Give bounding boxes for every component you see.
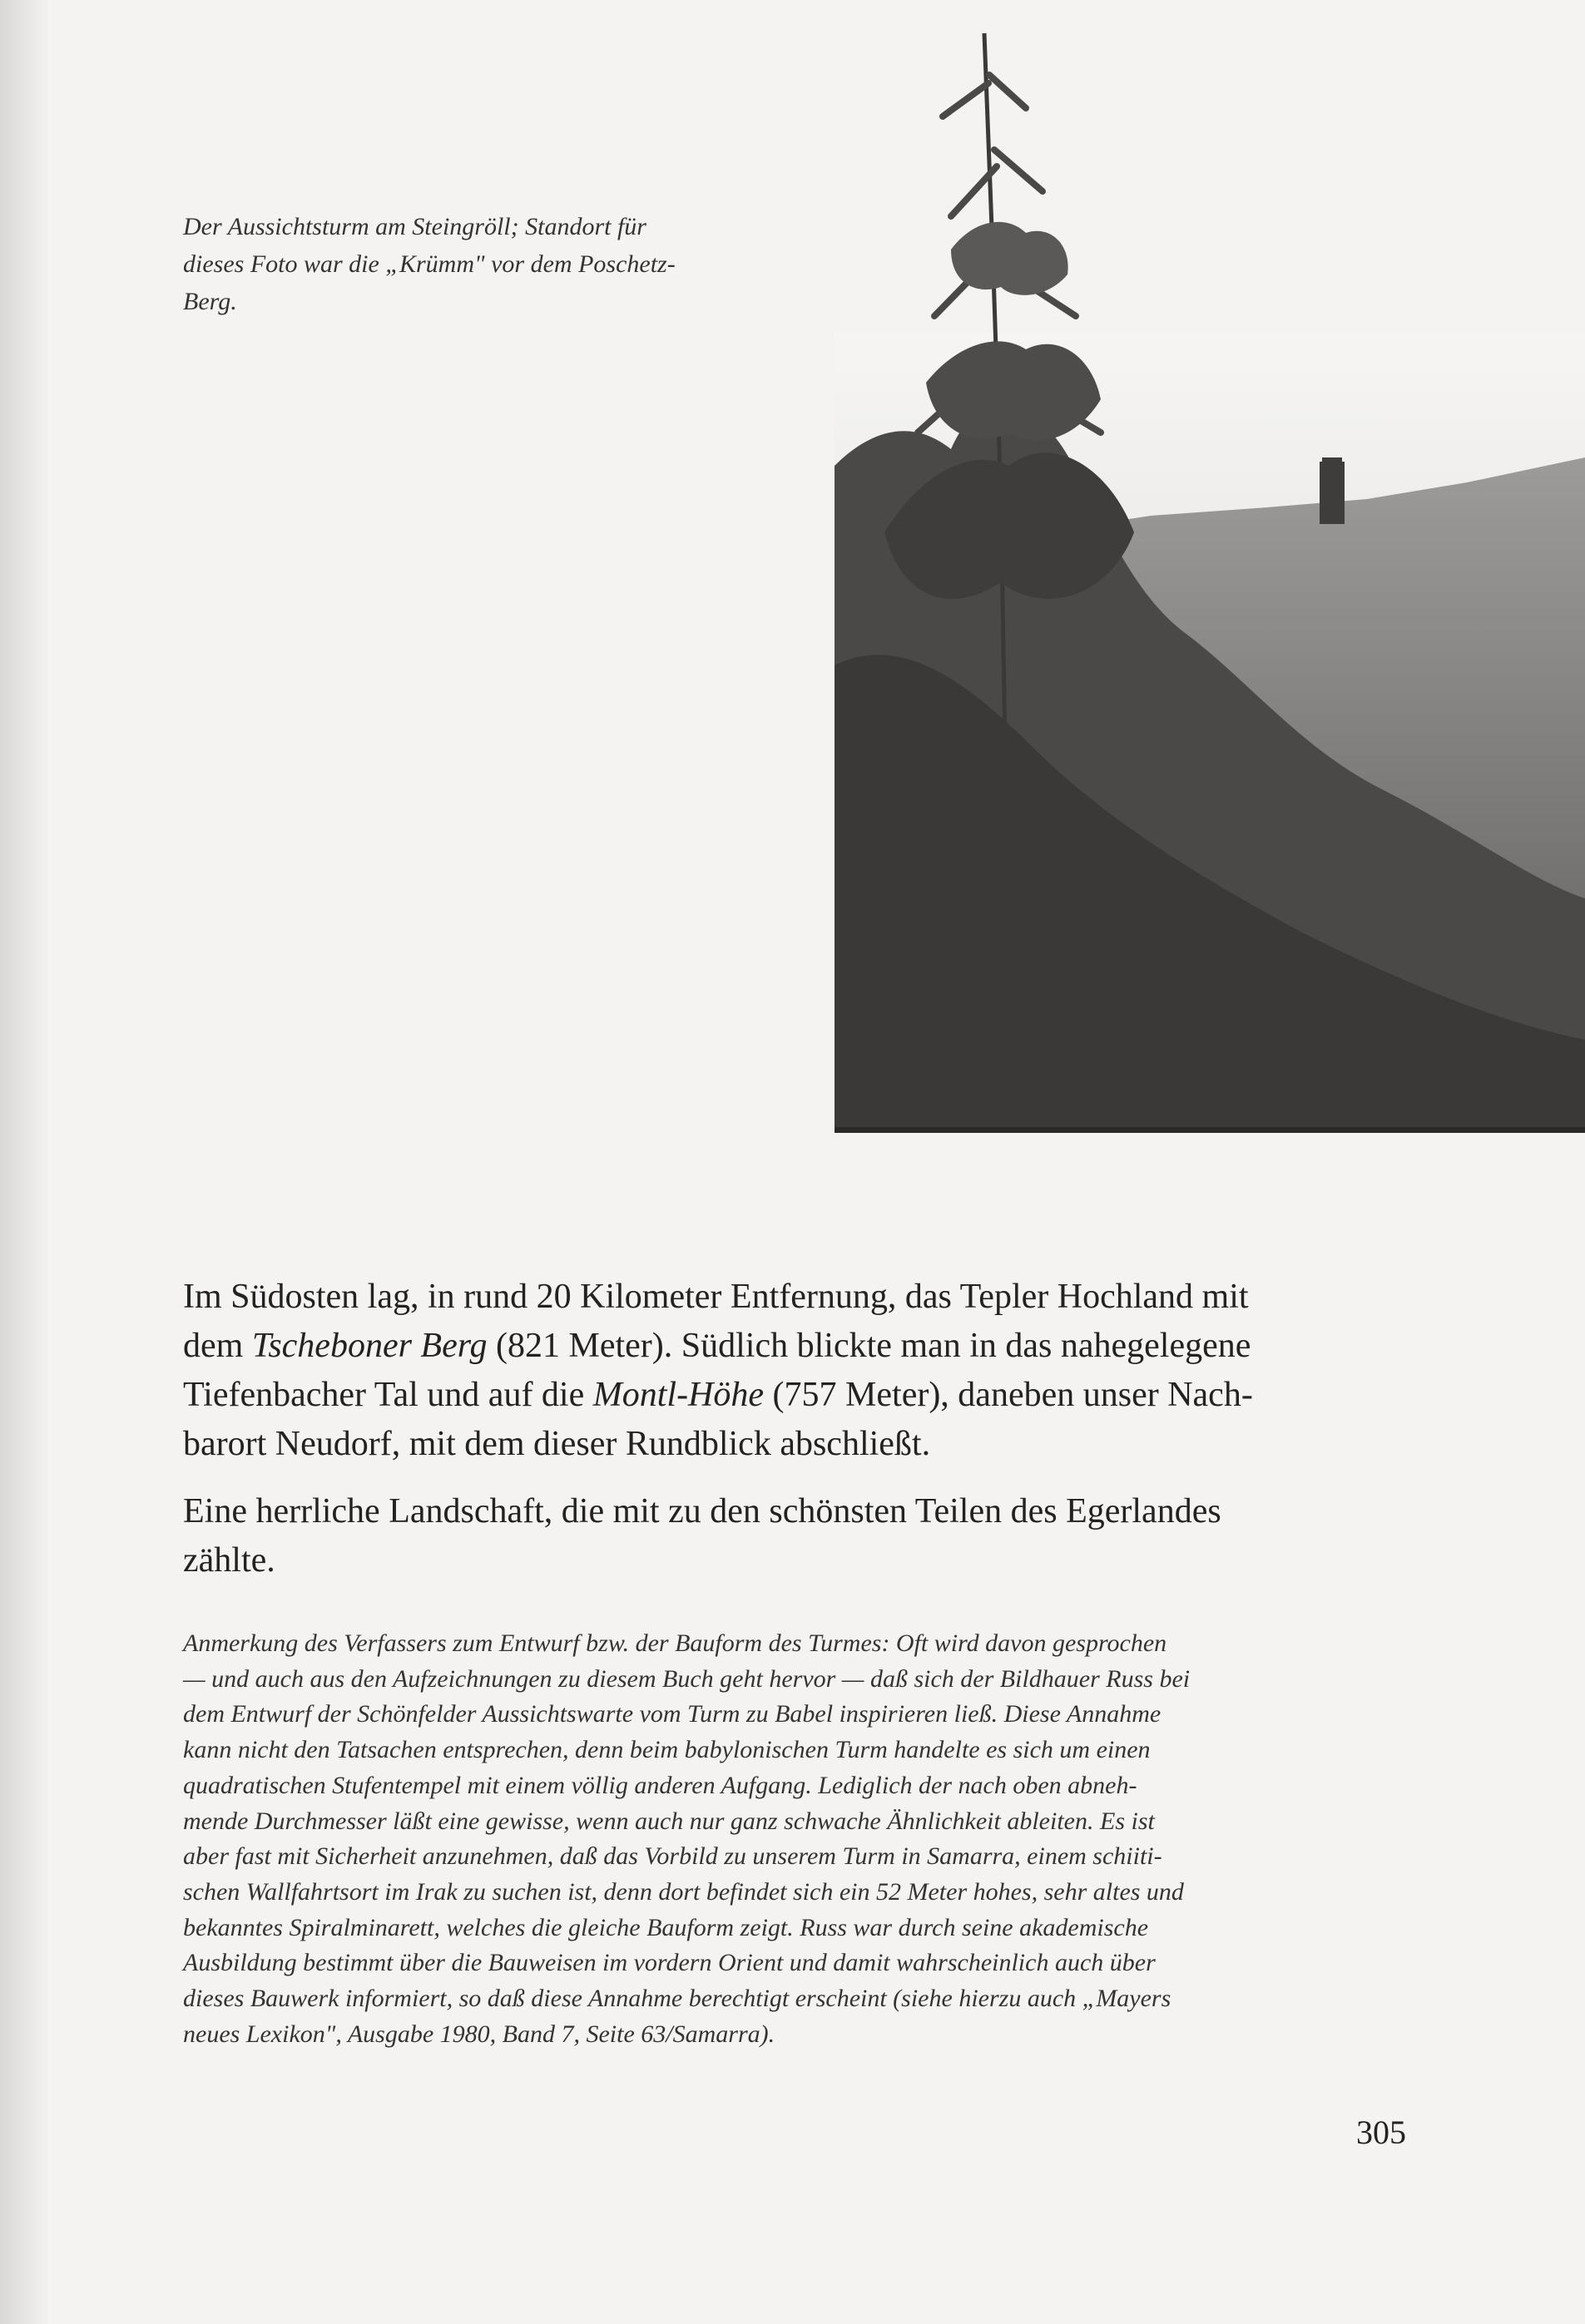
note-line: [183, 1946, 1406, 1981]
note-line: [183, 1875, 1406, 1911]
text-line: [183, 1487, 1406, 1536]
page-gutter-shadow: [0, 0, 50, 2324]
text-run: barort Neudorf, mit dem dieser Rundblick abschließt.: [183, 1425, 931, 1463]
text-run: Ausbildung bestimmt über die Bauweisen im vordern Orient und damit wahrscheinlich auch über: [183, 1949, 1156, 1977]
text-run: dem: [183, 1327, 252, 1365]
text-run: dem Entwurf der Schönfelder Aussichtswarte vom Turm zu Babel inspirieren ließ. Diese Annahme: [183, 1700, 1162, 1728]
body-text: [183, 1273, 1406, 1585]
note-line: [183, 1911, 1406, 1946]
text-run: kann nicht den Tatsachen entsprechen, denn beim babylonischen Turm handelte es sich um einen: [183, 1736, 1151, 1764]
text-run: — und auch aus den Aufzeichnungen zu diesem Buch geht hervor — daß sich der Bildhauer Russ bei: [183, 1664, 1191, 1693]
photo-landscape-image: [835, 0, 1585, 1133]
text-run: Anmerkung des Verfassers zum Entwurf bzw. der Bauform des Turmes: Oft wird davon gesprochen: [183, 1629, 1167, 1657]
paragraph: [183, 1273, 1406, 1469]
note-line: [183, 2017, 1406, 2053]
photo-caption: [183, 208, 799, 320]
text-run: aber fast mit Sicherheit anzunehmen, daß das Vorbild zu unserem Turm in Samarra, einem schiiti-: [183, 1842, 1162, 1871]
text-line: [183, 1536, 1406, 1585]
place-name: Tscheboner Berg: [251, 1327, 488, 1365]
text-run: Im Südosten lag, in rund 20 Kilometer Entfernung, das Tepler Hochland mit: [183, 1278, 1249, 1316]
text-run: (757 Meter), daneben unser Nach-: [764, 1376, 1253, 1414]
text-run: [183, 1322, 1251, 1371]
text-run: mende Durchmesser läßt eine gewisse, wenn auch nur ganz schwache Ähnlichkeit ableiten. Es ist: [183, 1807, 1155, 1835]
note-line: [183, 1733, 1406, 1768]
text-line: [183, 1273, 1406, 1322]
note-line: [183, 1626, 1406, 1662]
note-line: [183, 1697, 1406, 1733]
text-run: bekanntes Spiralminarett, welches die gleiche Bauform zeigt. Russ war durch seine akademische: [183, 1913, 1149, 1941]
text-run: neues Lexikon", Ausgabe 1980, Band 7, Seite 63/Samarra).: [183, 2020, 775, 2048]
text-line: [183, 1371, 1406, 1420]
paragraph: [183, 1487, 1406, 1585]
text-run: Tiefenbacher Tal und auf die: [183, 1376, 593, 1414]
author-note: [183, 1626, 1406, 2052]
text-line: [183, 1420, 1406, 1469]
text-run: zählte.: [183, 1541, 275, 1580]
text-run: schen Wallfahrtsort im Irak zu suchen ist, denn dort befindet sich ein 52 Meter hohes, sehr altes und: [183, 1877, 1184, 1906]
photo-lookout-tower: [835, 0, 1585, 1133]
text-run: quadratischen Stufentempel mit einem völlig anderen Aufgang. Lediglich der nach oben abneh-: [183, 1771, 1137, 1799]
text-run: dieses Bauwerk informiert, so daß diese Annahme berechtigt erscheint (siehe hierzu auch „Mayers: [183, 1985, 1171, 2013]
text-line: [183, 1322, 1406, 1371]
caption-line: dieses Foto war die „Krümm" vor dem Poschetz-: [183, 250, 676, 278]
note-line: [183, 1662, 1406, 1698]
caption-line: Der Aussichtsturm am Steingröll; Standort für: [183, 213, 646, 240]
text-run: [183, 1371, 1253, 1420]
note-line: [183, 1804, 1406, 1840]
page-number: 305: [1356, 2114, 1406, 2151]
note-line: [183, 1839, 1406, 1875]
note-line: [183, 1768, 1406, 1804]
text-run: (821 Meter). Südlich blickte man in das nahegelegene: [487, 1327, 1251, 1365]
note-line: [183, 1981, 1406, 2017]
text-run: Eine herrliche Landschaft, die mit zu den schönsten Teilen des Egerlandes: [183, 1492, 1221, 1530]
caption-line: Berg.: [183, 288, 237, 315]
place-name: Montl-Höhe: [592, 1376, 765, 1414]
